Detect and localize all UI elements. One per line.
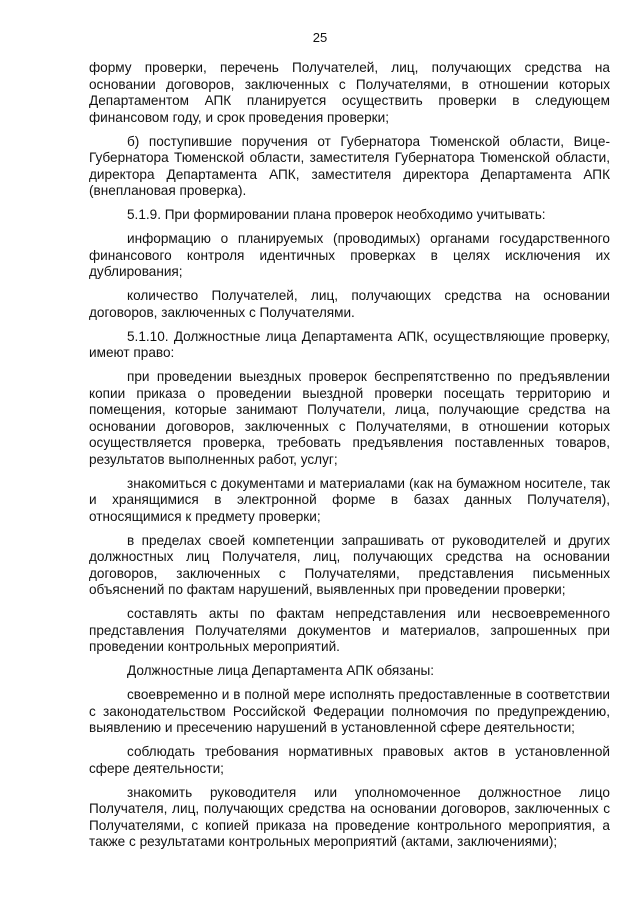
document-body xyxy=(89,60,610,858)
paragraph: в пределах своей компетенции запрашивать от руководителей и других должностных лиц Получателя, лиц, получающих средства на основании договоров, заключенных с Получателями, представления письменных объяснений по фактам нарушений, выявленных при проведении проверки; xyxy=(89,532,610,597)
paragraph: б) поступившие поручения от Губернатора Тюменской области, Вице-Губернатора Тюменской области, заместителя Губернатора Тюменской области, директора Департамента АПК, заместителя директора Департамента АПК (внеплановая проверка). xyxy=(89,133,610,198)
paragraph: форму проверки, перечень Получателей, лиц, получающих средства на основании договоров, заключенных с Получателями, в отношении которых Департаментом АПК планируется осуществить проверки в следующем финансовом году, и срок проведения проверки; xyxy=(89,60,610,125)
paragraph: количество Получателей, лиц, получающих средства на основании договоров, заключенных с Получателями. xyxy=(89,288,610,320)
paragraph: знакомиться с документами и материалами (как на бумажном носителе, так и хранящимися в электронной форме в базах данных Получателя), относящимися к предмету проверки; xyxy=(89,475,610,524)
paragraph: 5.1.9. При формировании плана проверок необходимо учитывать: xyxy=(127,207,546,222)
page-number: 25 xyxy=(312,30,328,45)
paragraph: знакомить руководителя или уполномоченное должностное лицо Получателя, лиц, получающих средства на основании договоров, заключенных с Получателями, с копией приказа на проведение контрольного мероприятия, а также с результатами контрольных мероприятий (актами, заключениями); xyxy=(89,784,610,849)
paragraph: при проведении выездных проверок беспрепятственно по предъявлении копии приказа о проведении выездной проверки посещать территорию и помещения, которые занимают Получатели, лица, получающие средства на основании договоров, заключенных с Получателями, в отношении которых осуществляется проверка, требовать предъявления поставленных товаров, результатов выполненных работ, услуг; xyxy=(89,369,610,467)
paragraph: информацию о планируемых (проводимых) органами государственного финансового контроля идентичных проверках в целях исключения их дублирования; xyxy=(89,231,610,279)
paragraph: составлять акты по фактам непредставления или несвоевременного представления Получателями документов и материалов, запрошенных при проведении контрольных мероприятий. xyxy=(89,606,610,654)
paragraph: Должностные лица Департамента АПК обязаны: xyxy=(127,663,435,678)
paragraph: своевременно и в полной мере исполнять предоставленные в соответствии с законодательством Российской Федерации полномочия по предупреждению, выявлению и пресечению нарушений в установленной сфере деятельности; xyxy=(89,687,610,735)
paragraph: 5.1.10. Должностные лица Департамента АПК, осуществляющие проверку, имеют право: xyxy=(89,328,610,360)
paragraph: соблюдать требования нормативных правовых актов в установленной сфере деятельности; xyxy=(89,744,610,776)
